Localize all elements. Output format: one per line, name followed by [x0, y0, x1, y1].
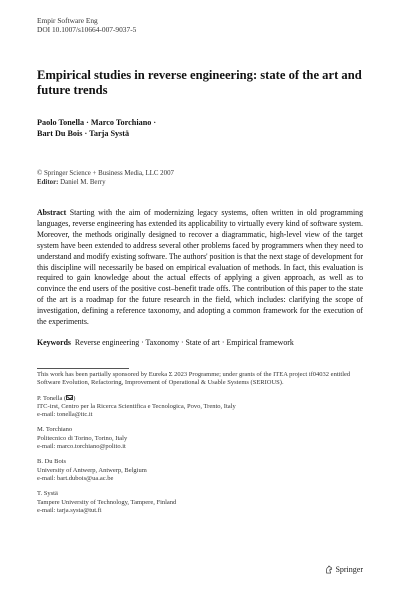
publisher-name: Springer: [335, 565, 363, 574]
affiliation-org: ITC-irst, Centro per la Ricerca Scientifica e Tecnologica, Povo, Trento, Italy: [37, 402, 236, 410]
affiliation-email[interactable]: e-mail: bart.dubois@ua.ac.be: [37, 474, 114, 482]
affiliation-org: Tampere University of Technology, Tampere, Finland: [37, 498, 177, 506]
affiliation-name: M. Torchiano: [37, 426, 73, 434]
journal-header: [37, 16, 363, 34]
affiliation-org: University of Antwerp, Antwerp, Belgium: [37, 466, 147, 474]
paper-title: Empirical studies in reverse engineering: state of the art and future trends: [37, 68, 362, 97]
abstract: [37, 208, 363, 328]
editor-label: Editor:: [37, 179, 59, 186]
journal-name: Empir Software Eng: [37, 16, 98, 25]
affiliation-torchiano: [37, 426, 363, 451]
springer-horse-icon: [325, 565, 333, 574]
author-list: [37, 117, 363, 139]
publisher-logo: [325, 565, 363, 574]
keywords-label: Keywords: [37, 337, 71, 347]
affiliation-org: Politecnico di Torino, Torino, Italy: [37, 434, 128, 442]
affiliation-name: T. Systä: [37, 490, 58, 498]
copyright-line: © Springer Science + Business Media, LLC 2007: [37, 170, 174, 177]
author-line-2: Bart Du Bois · Tarja Systä: [37, 129, 130, 138]
editor-line: [37, 178, 363, 187]
affiliation-email[interactable]: e-mail: marco.torchiano@polito.it: [37, 443, 126, 451]
abstract-label: Abstract: [37, 208, 67, 217]
affiliation-systa: [37, 490, 363, 515]
abstract-text: Starting with the aim of modernizing legacy systems, often written in old programming languages, reverse engineering has extended its applicability to virtually every kind of software system. Moreover, the methods originally designed to recover a diagrammatic, high-level view of the target system have been extended to address several other problems faced by programmers when they need to understand and modify existing software. The authors' position is that the next stage of development for this discipline will necessarily be based on empirical evaluation of methods. In fact, this evaluation is required to gain knowledge about the actual effects of applying a given approach, as well as to convince the end users of the positive cost–benefit trade offs. The contribution of this paper to the state of the art is a roadmap for the future research in the field, which includes: clarifying the scope of investigation, defining a reference taxonomy, and adopting a common framework for the execution of the experiments.: [37, 208, 363, 327]
affiliation-tonella: [37, 395, 363, 420]
footnote-rule: [37, 368, 129, 369]
affiliation-name: B. Du Bois: [37, 458, 67, 466]
editor-name: Daniel M. Berry: [58, 179, 106, 186]
affiliation-du-bois: [37, 458, 363, 483]
copyright-block: [37, 169, 363, 187]
affiliation-name: P. Tonella ( ): [37, 394, 76, 402]
affiliation-email[interactable]: e-mail: tonella@itc.it: [37, 411, 93, 419]
funding-footnote: This work has been partially sponsored by Eureka Σ 2023 Programme; under grants of the ITEA project if04032 entitled Software Evolution, Refactoring, Improvement of Operational & Usable Systems (SERIOUS).: [37, 370, 351, 387]
corresponding-author-mail-icon: [66, 395, 73, 400]
author-line-1: Paolo Tonella · Marco Torchiano ·: [37, 118, 157, 127]
keywords-text: Reverse engineering · Taxonomy · State of art · Empirical framework: [71, 337, 294, 347]
paper-first-page: [37, 16, 363, 515]
journal-doi: DOI 10.1007/s10664-007-9037-5: [37, 25, 137, 34]
affiliation-email[interactable]: e-mail: tarja.systa@tut.fi: [37, 506, 102, 514]
keywords: [37, 338, 363, 348]
